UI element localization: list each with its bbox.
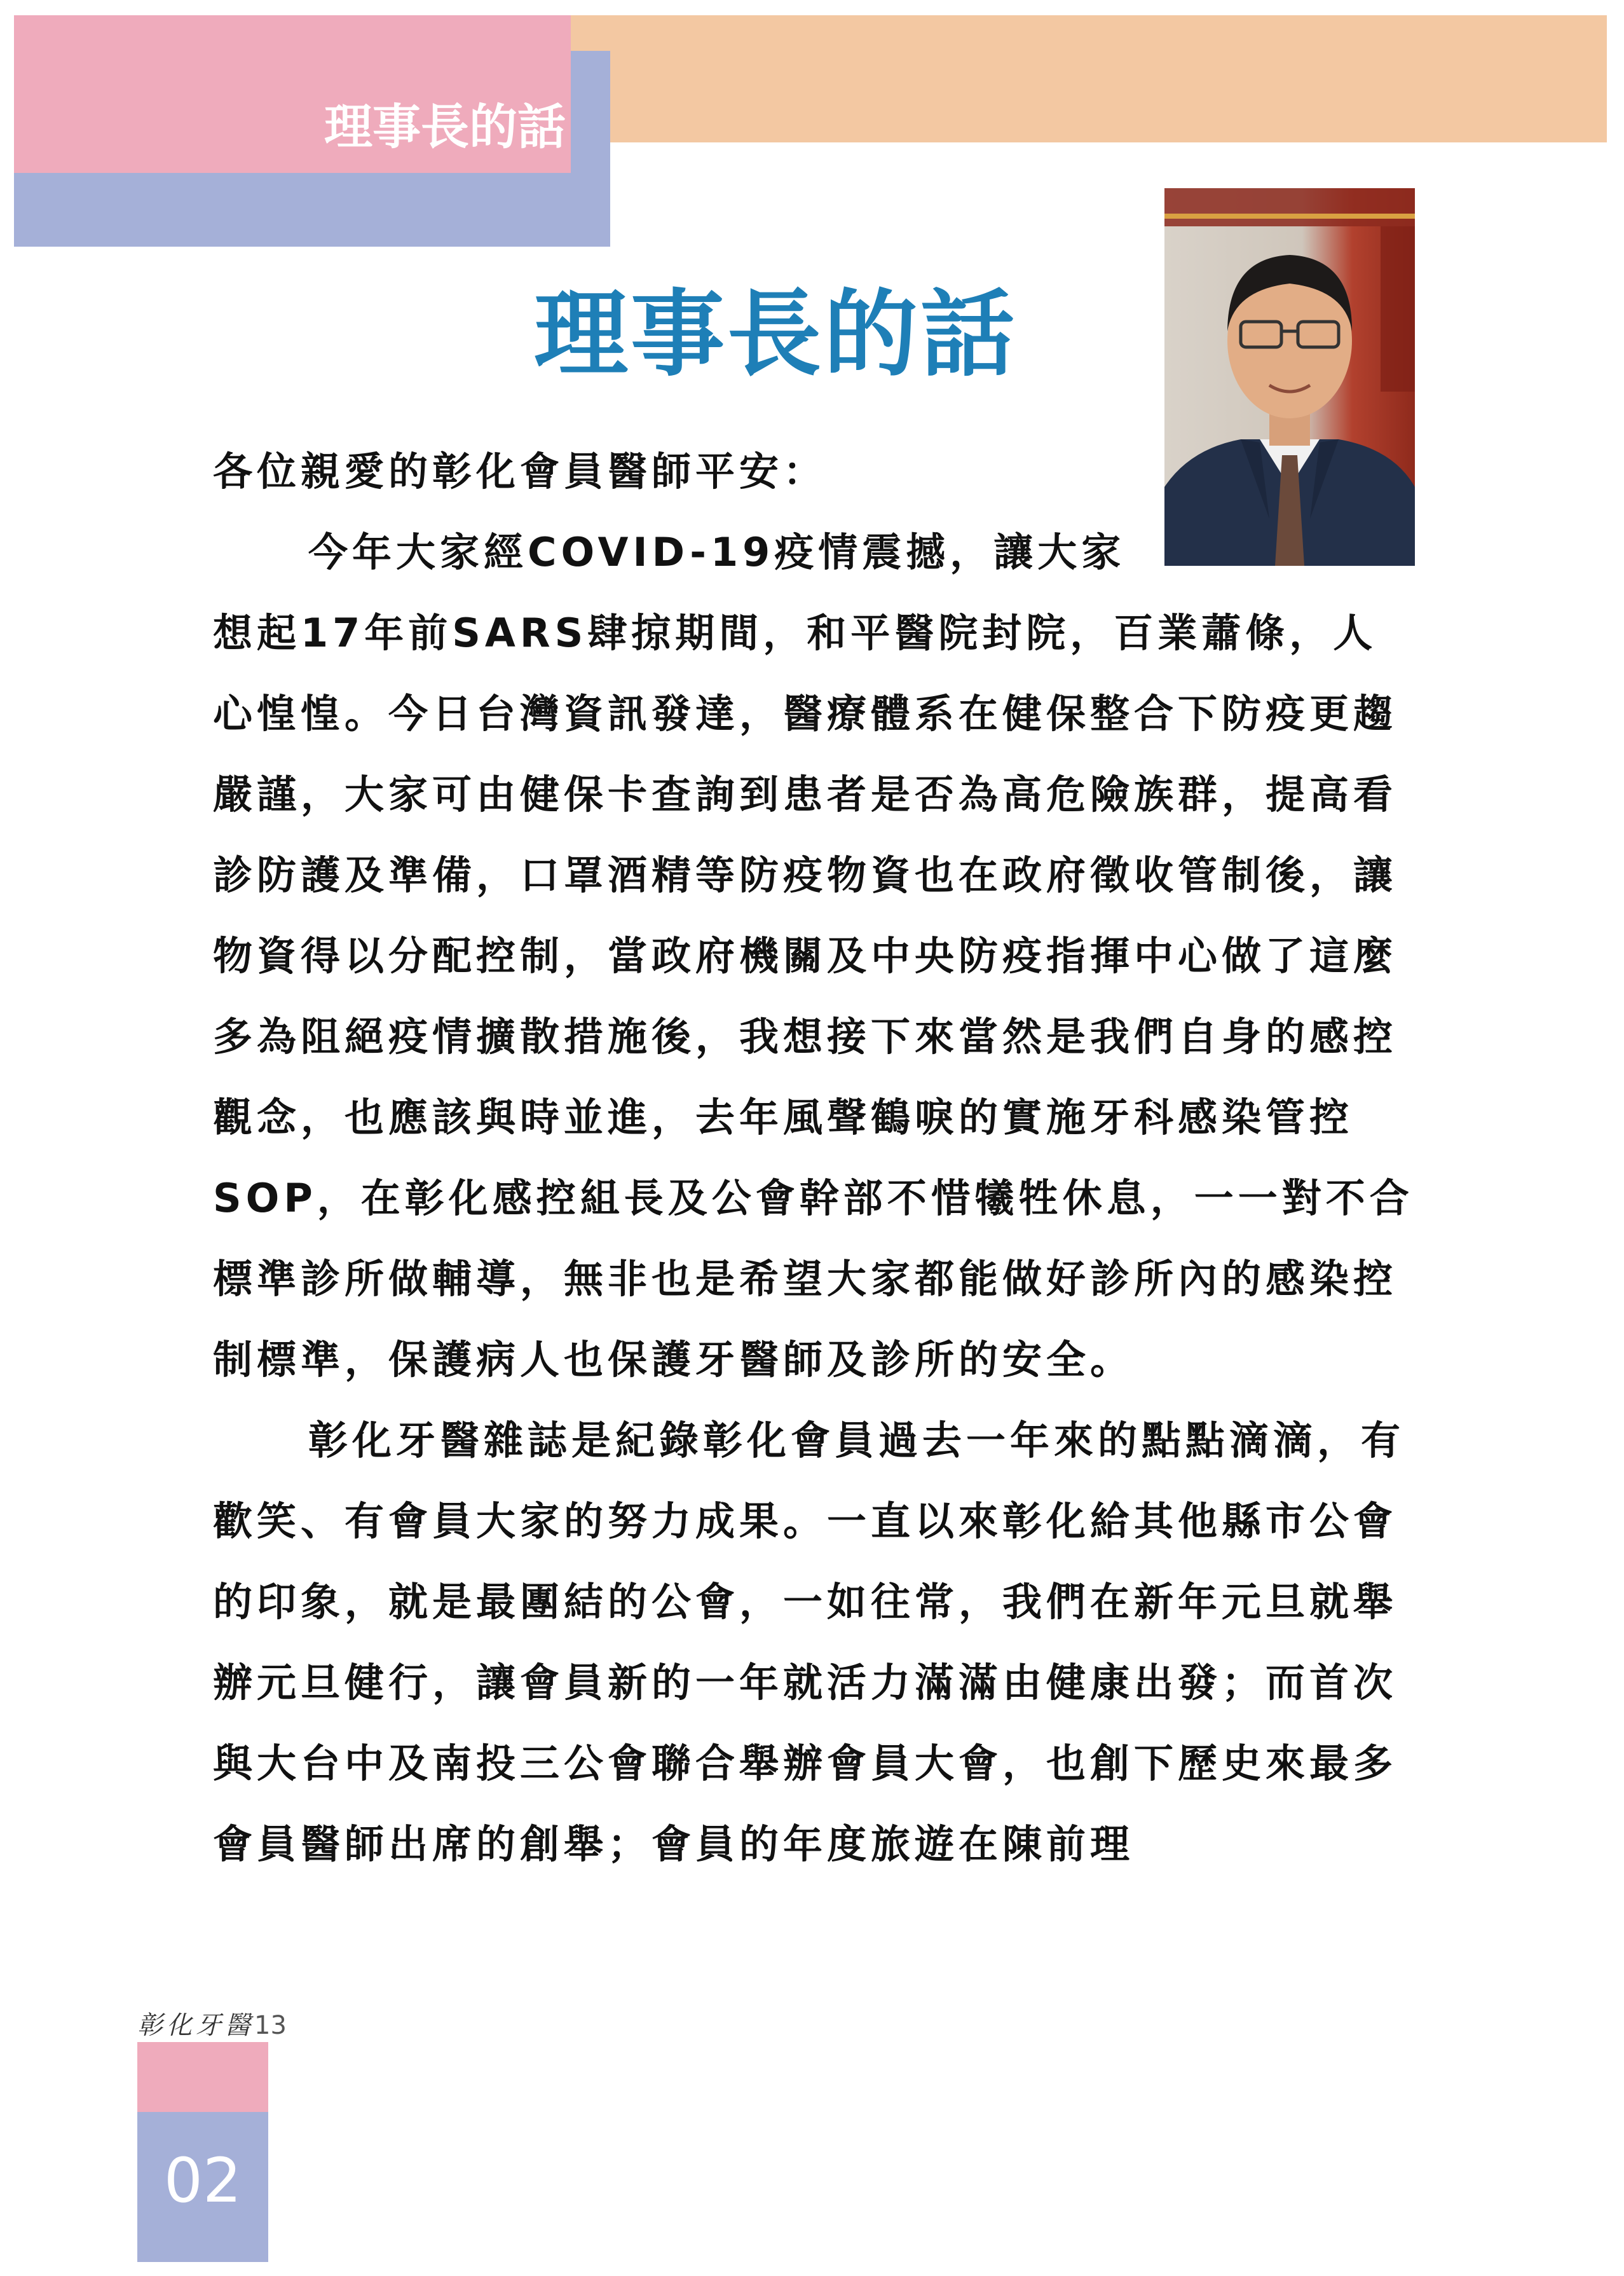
issue-number: 13 <box>254 2011 287 2040</box>
greeting: 各位親愛的彰化會員醫師平安： <box>213 448 828 495</box>
footer-pink-block <box>137 2042 268 2112</box>
section-label: 理事長的話 <box>324 99 566 155</box>
paragraph-2: 彰化牙醫雜誌是紀錄彰化會員過去一年來的點點滴滴，有歡笑、有會員大家的努力成果。一直以來彰化給其他縣市公會的印象，就是最團結的公會，一如往常，我們在新年元旦就舉辦元旦健行，讓會員新的一年就活力滿滿由健康出發；而首次與大台中及南投三公會聯合舉辦會員大會，也創下歷史來最多會員醫師出席的創舉；會員的年度旅遊在陳前理 <box>213 1417 1405 1867</box>
page-number: 02 <box>163 2145 242 2216</box>
magazine-title: 彰化牙醫 <box>137 2011 254 2040</box>
page-title: 理事長的話 <box>534 278 1017 389</box>
paragraph-1-line-2: 想起17年前SARS肆掠期間，和平醫院封院，百業蕭條，人 <box>213 610 1377 656</box>
paragraph-1-line-1: 今年大家經COVID-19疫情震撼，讓大家 <box>308 529 1126 575</box>
article-body <box>213 431 1421 1884</box>
header-peach-band <box>571 15 1607 142</box>
paragraph-1-rest: 心惶惶。今日台灣資訊發達，醫療體系在健保整合下防疫更趨嚴謹，大家可由健保卡查詢到患者是否為高危險族群，提高看診防護及準備，口罩酒精等防疫物資也在政府徵收管制後，讓物資得以分配控制，當政府機關及中央防疫指揮中心做了這麼多為阻絕疫情擴散措施後，我想接下來當然是我們自身的感控觀念，也應該與時並進，去年風聲鶴唳的實施牙科感染管控SOP，在彰化感控組長及公會幹部不惜犧牲休息，一一對不合標準診所做輔導，無非也是希望大家都能做好診所內的感染控制標準，保護病人也保護牙醫師及診所的安全。 <box>213 690 1414 1383</box>
magazine-name <box>137 2008 287 2043</box>
